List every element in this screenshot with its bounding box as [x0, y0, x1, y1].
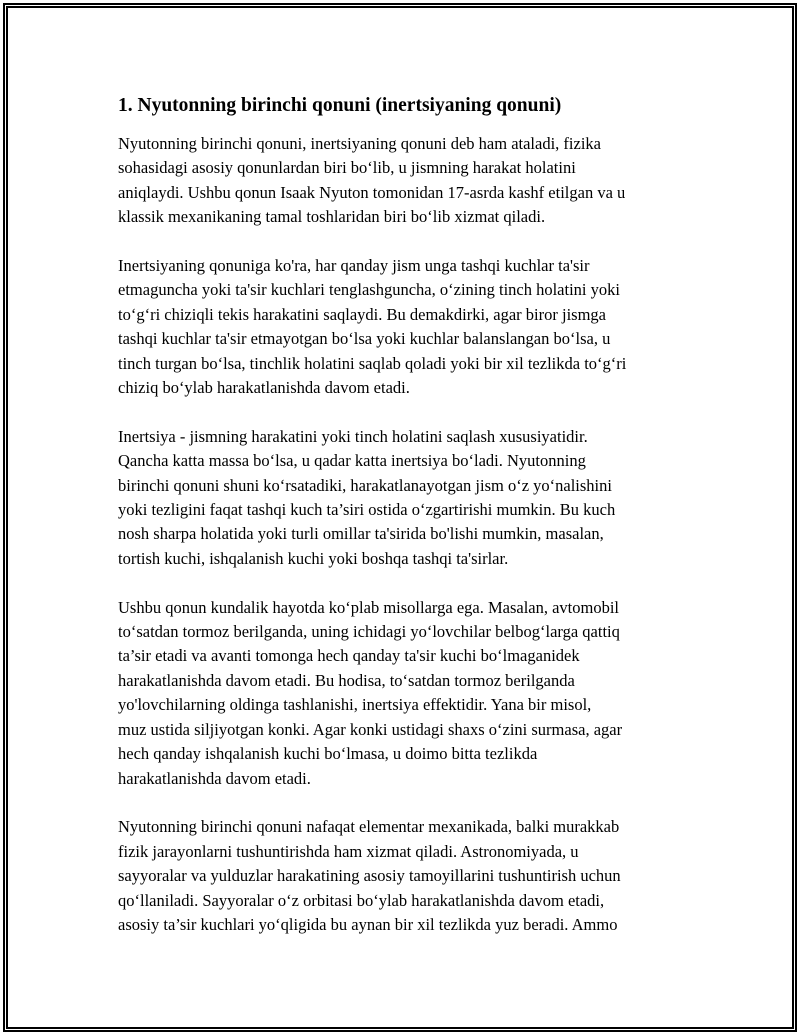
paragraph-1: Nyutonning birinchi qonuni, inertsiyaning qonuni deb ham ataladi, fizika sohasidagi asosiy qonunlardan biri bo‘lib, u jismning harakat holatini aniqlaydi. Ushbu qonun Isaak Nyuton tomonidan 17-asrda kashf etilgan va u klassik mexanikaning tamal toshlaridan biri bo‘lib xizmat qiladi.	[118, 134, 626, 227]
paragraph-5: Nyutonning birinchi qonuni nafaqat elementar mexanikada, balki murakkab fizik jarayonlarni tushuntirishda ham xizmat qiladi. Astronomiyada, u sayyoralar va yulduzlar harakatining asosiy tamoyillarini tushuntirish uchun qo‘llaniladi. Sayyoralar o‘z orbitasi bo‘ylab harakatlanishda davom etadi, asosiy ta’sir kuchlari yo‘qligida bu aynan bir xil tezlikda yuz beradi. Ammo	[118, 817, 621, 934]
paragraph-2: Inertsiyaning qonuniga ko'ra, har qanday jism unga tashqi kuchlar ta'sir etmaguncha yoki ta'sir kuchlari tenglashguncha, o‘zining tinch holatini yoki to‘g‘ri chiziqli tekis harakatini saqlaydi. Bu demakdirki, agar biror jismga tashqi kuchlar ta'sir etmayotgan bo‘lsa yoki kuchlar balanslangan bo‘lsa, u tinch turgan bo‘lsa, tinchlik holatini saqlab qoladi yoki bir xil tezlikda to‘g‘ri chiziq bo‘ylab harakatlanishda davom etadi.	[118, 256, 627, 398]
paragraph-3: Inertsiya - jismning harakatini yoki tinch holatini saqlash xususiyatidir. Qancha katta massa bo‘lsa, u qadar katta inertsiya bo‘ladi. Nyutonning birinchi qonuni shuni ko‘rsatadiki, harakatlanayotgan jism o‘z yo‘nalishini yoki tezligini faqat tashqi kuch ta’siri ostida o‘zgartirishi mumkin. Bu kuch nosh sharpa holatida yoki turli omillar ta'sirida bo'lishi mumkin, masalan, tortish kuchi, ishqalanish kuchi yoki boshqa tashqi ta'sirlar.	[118, 426, 616, 568]
section-heading: 1. Nyutonning birinchi qonuni (inertsiyaning qonuni)	[118, 95, 562, 116]
paragraph-4: Ushbu qonun kundalik hayotda ko‘plab misollarga ega. Masalan, avtomobil to‘satdan tormoz berilganda, uning ichidagi yo‘lovchilar belbog‘larga qattiq ta’sir etadi va avanti tomonga hech qanday ta'sir kuchi bo‘lmaganidek harakatlanishda davom etadi. Bu hodisa, to‘satdan tormoz berilganda yo'lovchilarning oldinga tashlanishi, inertsiya effektidir. Yana bir misol, muz ustida siljiyotgan konki. Agar konki ustidagi shaxs o‘zini surmasa, agar hech qanday ishqalanish kuchi bo‘lmasa, u doimo bitta tezlikda harakatlanishda davom etadi.	[118, 597, 623, 788]
document-body	[118, 92, 690, 962]
